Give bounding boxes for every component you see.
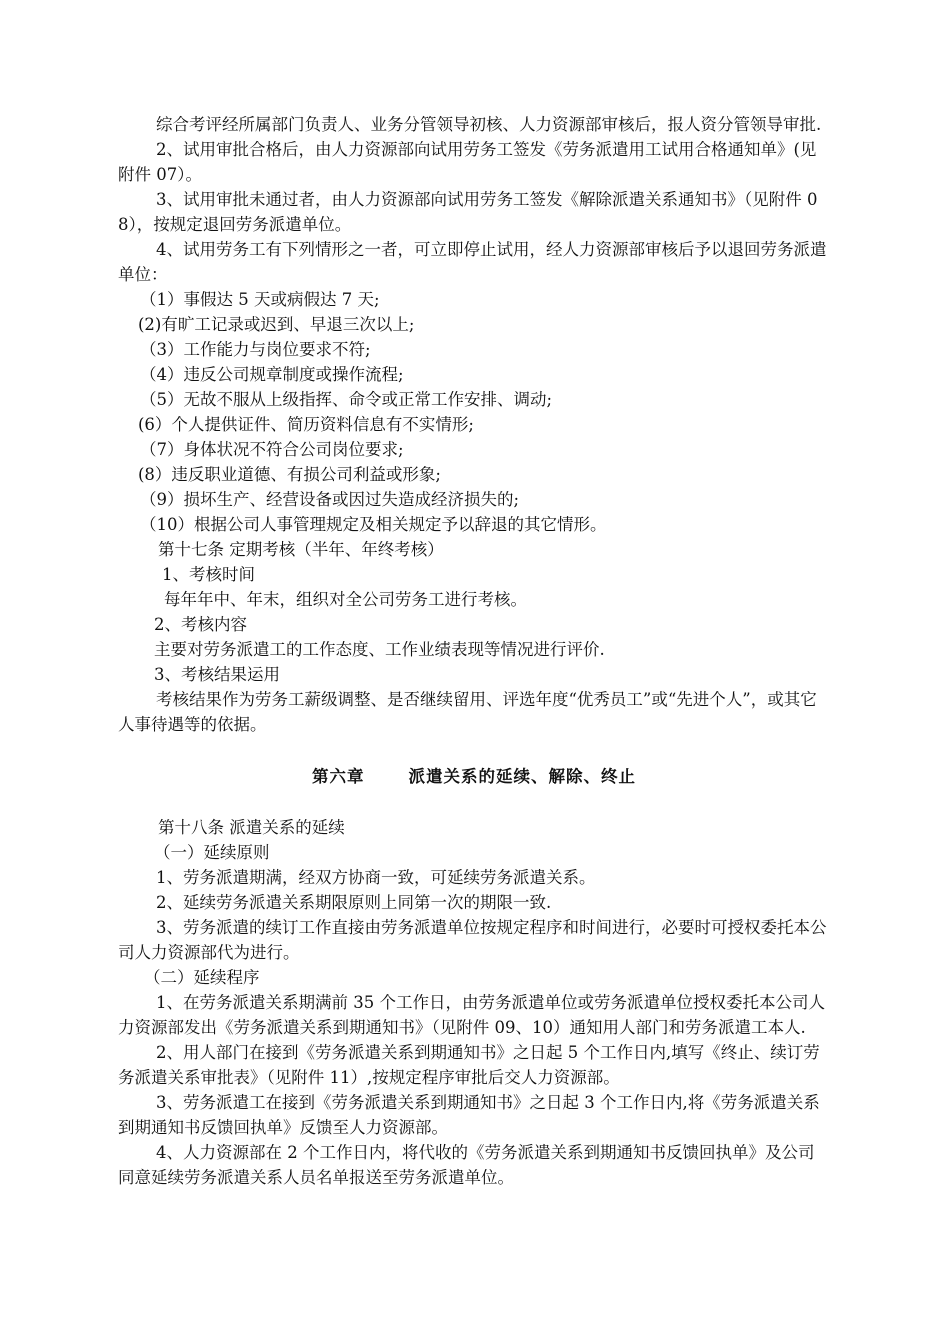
chapter-number: 第六章 xyxy=(312,767,365,786)
paragraph: （二）延续程序 xyxy=(144,968,260,987)
paragraph: 1、在劳务派遣关系期满前 35 个工作日，由劳务派遣单位或劳务派遣单位授权委托本公司人力资源部发出《劳务派遣关系到期通知书》（见附件 09、10）通知用人部门和劳务派遣工本人. xyxy=(118,993,825,1037)
paragraph: 4、试用劳务工有下列情形之一者，可立即停止试用，经人力资源部审核后予以退回劳务派遣单位： xyxy=(118,240,827,284)
paragraph: 3、考核结果运用 xyxy=(154,665,280,684)
paragraph: 第十八条 派遣关系的延续 xyxy=(158,818,345,837)
paragraph: 1、考核时间 xyxy=(162,565,255,584)
paragraph: (6）个人提供证件、简历资料信息有不实情形; xyxy=(138,415,474,434)
paragraph: 3、劳务派遣的续订工作直接由劳务派遣单位按规定程序和时间进行，必要时可授权委托本公司人力资源部代为进行。 xyxy=(118,918,827,962)
paragraph: 2、考核内容 xyxy=(154,615,247,634)
paragraph: （10）根据公司人事管理规定及相关规定予以辞退的其它情形。 xyxy=(140,515,607,534)
paragraph: （9）损坏生产、经营设备或因过失造成经济损失的; xyxy=(140,490,520,509)
paragraph: （3）工作能力与岗位要求不符; xyxy=(140,340,371,359)
paragraph: 3、试用审批未通过者，由人力资源部向试用劳务工签发《解除派遣关系通知书》（见附件 08），按规定退回劳务派遣单位。 xyxy=(118,190,818,234)
paragraph: （5）无故不服从上级指挥、命令或正常工作安排、调动; xyxy=(140,390,553,409)
paragraph: （一）延续原则 xyxy=(154,843,270,862)
paragraph: （7）身体状况不符合公司岗位要求; xyxy=(140,440,404,459)
section-dispatch-continuation xyxy=(118,815,830,1190)
section-trial-assessment xyxy=(118,112,830,737)
paragraph: 考核结果作为劳务工薪级调整、是否继续留用、评选年度“优秀员工”或“先进个人”，或其它人事待遇等的依据。 xyxy=(118,690,817,734)
document-body xyxy=(118,112,830,1190)
chapter-title: 派遣关系的延续、解除、终止 xyxy=(408,767,636,786)
paragraph: 主要对劳务派遣工的工作态度、工作业绩表现等情况进行评价. xyxy=(154,640,605,659)
paragraph: (8）违反职业道德、有损公司利益或形象; xyxy=(138,465,441,484)
paragraph: 第十七条 定期考核（半年、年终考核） xyxy=(158,540,444,559)
chapter-heading xyxy=(118,763,830,787)
paragraph: 每年年中、年末，组织对全公司劳务工进行考核。 xyxy=(164,590,527,609)
paragraph: (2)有旷工记录或迟到、早退三次以上; xyxy=(138,315,415,334)
paragraph: 2、延续劳务派遣关系期限原则上同第一次的期限一致. xyxy=(156,893,552,912)
paragraph: 4、人力资源部在 2 个工作日内，将代收的《劳务派遣关系到期通知书反馈回执单》及公司同意延续劳务派遣关系人员名单报送至劳务派遣单位。 xyxy=(118,1143,815,1187)
paragraph: （1）事假达 5 天或病假达 7 天; xyxy=(140,290,380,309)
paragraph: 2、试用审批合格后，由人力资源部向试用劳务工签发《劳务派遣用工试用合格通知单》(见附件 07）。 xyxy=(118,140,817,184)
paragraph: 1、劳务派遣期满，经双方协商一致，可延续劳务派遣关系。 xyxy=(156,868,596,887)
paragraph: （4）违反公司规章制度或操作流程; xyxy=(140,365,404,384)
paragraph: 2、用人部门在接到《劳务派遣关系到期通知书》之日起 5 个工作日内,填写《终止、续订劳务派遣关系审批表》（见附件 11）,按规定程序审批后交人力资源部。 xyxy=(118,1043,820,1087)
paragraph: 综合考评经所属部门负责人、业务分管领导初核、人力资源部审核后，报人资分管领导审批. xyxy=(156,115,822,134)
paragraph: 3、劳务派遣工在接到《劳务派遣关系到期通知书》之日起 3 个工作日内,将《劳务派遣关系到期通知书反馈回执单》反馈至人力资源部。 xyxy=(118,1093,820,1137)
